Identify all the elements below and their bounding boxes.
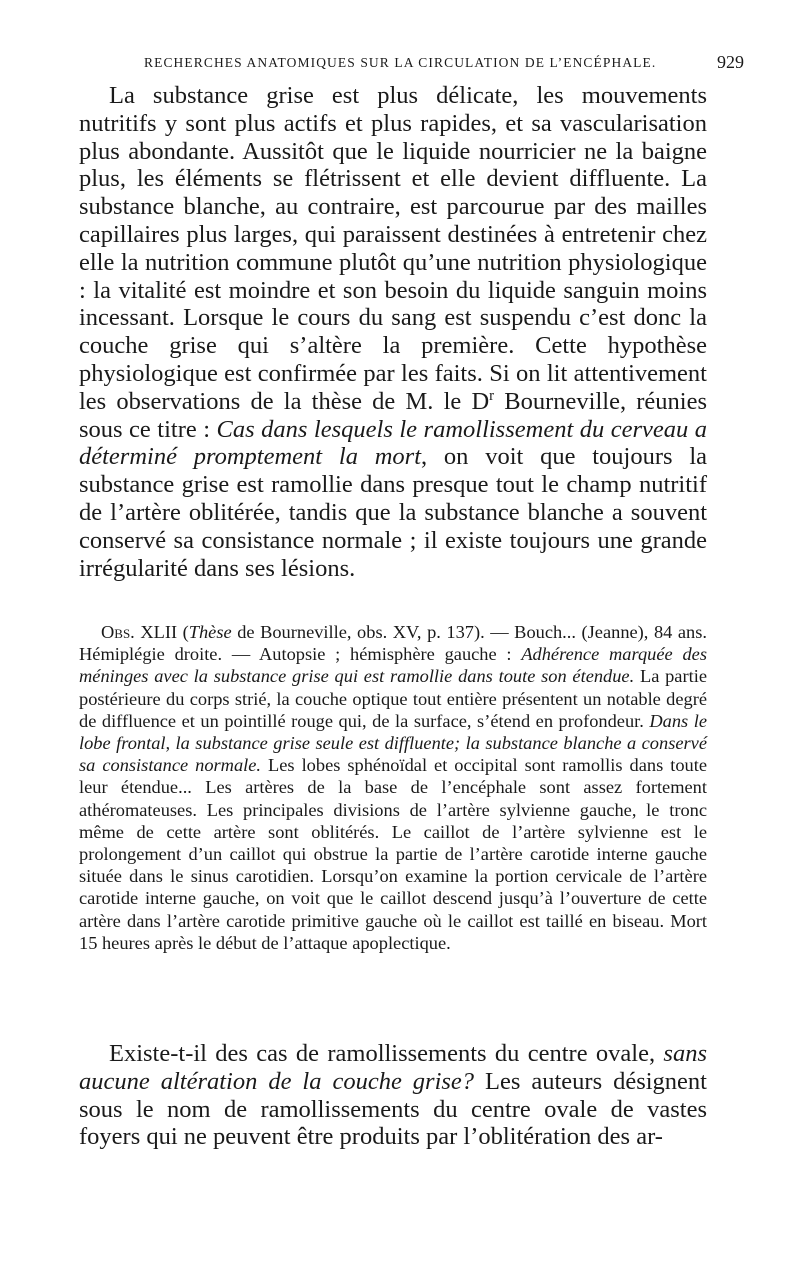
running-header [144, 52, 744, 74]
observation-italic: Thèse [188, 622, 232, 642]
running-title: RECHERCHES ANATOMIQUES SUR LA CIRCULATION DE L’ENCÉPHALE. [144, 55, 657, 70]
paragraph-text: Existe-t-il des cas de ramollissements du centre ovale, [109, 1040, 664, 1067]
observation-text: Les lobes sphénoïdal et occipital sont ramollis dans toute leur étendue... Les artères de la base de l’encéphale sont assez fortement athéromateuses. Les principales divisions de l’artère sylvienne gauche, le tronc même de cette artère sont oblitérés. Le caillot de l’artère sylvienne est le prolongement d’un caillot qui obstrue la partie de l’artère carotide interne gauche située dans le sinus carotidien. Lorsqu’on examine la portion cervicale de l’artère carotide interne gauche, on voit que le caillot descend jusqu’à l’ouverture de cette artère dans l’artère carotide primitive gauche où le caillot est taillé en biseau. Mort 15 heures après le début de l’attaque apoplectique. [79, 755, 707, 953]
doctor-superscript: r [489, 387, 495, 404]
paragraph-text: Bourneville, réunies sous ce titre : [79, 387, 708, 443]
observation-italic: Adhérence marquée des méninges avec la substance grise qui est ramollie dans toute son étendue. [79, 644, 707, 687]
thesis-title-italic: Cas dans lesquels le ramollissement du cerveau a déterminé promptement la mort [79, 415, 707, 471]
body-text-block-2 [79, 1040, 707, 1151]
observation-text: La partie postérieure du corps strié, la couche optique tout entière présentent un notable degré de diffluence et un pointillé rouge qui, de la surface, s’étend en profondeur. [79, 666, 707, 731]
observation-italic: Dans le lobe frontal, la substance grise seule est diffluente; la substance blanche a conservé sa consistance normale. [79, 710, 707, 776]
body-text-block [79, 82, 707, 582]
paragraph-text: Les auteurs désignent sous le nom de ramollissements du centre ovale de vastes foyers qui ne peuvent être produits par l’oblitération des ar- [79, 1067, 707, 1151]
page-number: 929 [717, 52, 744, 72]
paragraph-gray-matter [79, 82, 707, 582]
observation-label: Obs. [101, 622, 135, 642]
paragraph-text: La substance grise est plus délicate, les mouvements nutritifs y sont plus actifs et plus rapides, et sa vascularisation plus abondante. Aussitôt que le liquide nourricier ne la baigne plus, les éléments se flétrissent et elle devient diffluente. La substance blanche, au contraire, est parcourue par des mailles capillaires plus larges, qui paraissent destinées à entretenir chez elle la nutrition commune plutôt qu’une nutrition physiologique : la vitalité est moindre et son besoin du liquide sanguin moins incessant. Lorsque le cours du sang est suspendu c’est donc la couche grise qui s’altère la première. Cette hypothèse physiologique est confirmée par les faits. Si on lit attentivement les observations de la thèse de M. le D [79, 82, 707, 415]
paragraph-text: , on voit que toujours la substance grise est ramollie dans presque tout le champ nutritif de l’artère oblitérée, tandis que la substance blanche a souvent conservé sa consistance normale ; il existe toujours une grande irrégularité dans ses lésions. [79, 443, 707, 582]
paragraph-centre-ovale [79, 1040, 707, 1151]
observation-text: de Bourneville, obs. XV, p. 137). — Bouch... (Jeanne), 84 ans. Hémiplégie droite. — Autopsie ; hémisphère gauche : [79, 622, 707, 665]
observation-text: XLII ( [134, 622, 189, 642]
observation-block [79, 621, 707, 954]
observation-paragraph [79, 621, 707, 954]
paragraph-italic: sans aucune altération de la couche grise? [79, 1040, 707, 1095]
